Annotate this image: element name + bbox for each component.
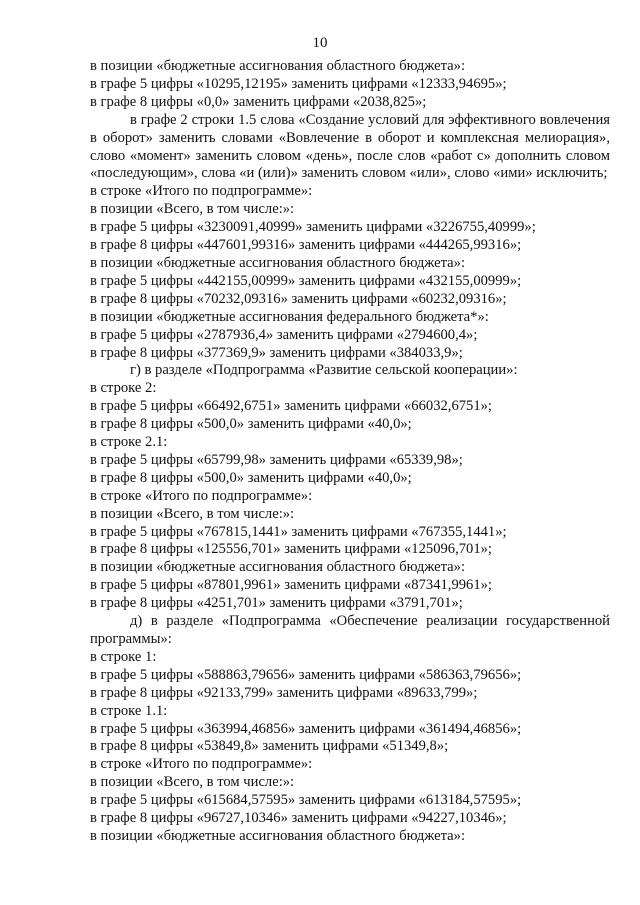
paragraph: в строке 1:: [90, 648, 157, 665]
paragraph: в строке 1.1:: [90, 702, 168, 719]
page-number: 10: [312, 35, 328, 51]
paragraph: в графе 5 цифры «65799,98» заменить цифрами «65339,98»;: [90, 451, 463, 468]
paragraph: в графе 8 цифры «4251,701» заменить цифрами «3791,701»;: [90, 595, 463, 612]
paragraph: в графе 8 цифры «53849,8» заменить цифрами «51349,8»;: [90, 738, 449, 755]
paragraph: в позиции «бюджетные ассигнования областного бюджета»:: [90, 58, 465, 74]
paragraph: в графе 8 цифры «70232,09316» заменить цифрами «60232,09316»;: [90, 290, 507, 307]
paragraph: в позиции «бюджетные ассигнования областного бюджета»:: [90, 254, 465, 271]
paragraph: в графе 8 цифры «500,0» заменить цифрами «40,0»;: [90, 416, 412, 433]
paragraph: в строке «Итого по подпрограмме»:: [90, 487, 313, 504]
paragraph: в строке «Итого по подпрограмме»:: [90, 756, 313, 773]
paragraph: в графе 5 цифры «87801,9961» заменить цифрами «87341,9961»;: [90, 577, 492, 594]
paragraph: в графе 5 цифры «2787936,4» заменить цифрами «2794600,4»;: [90, 326, 478, 343]
paragraph: в графе 5 цифры «66492,6751» заменить цифрами «66032,6751»;: [90, 398, 492, 415]
paragraph: в графе 5 цифры «767815,1441» заменить цифрами «767355,1441»;: [90, 523, 507, 540]
paragraph: в графе 8 цифры «96727,10346» заменить цифрами «94227,10346»;: [90, 810, 507, 827]
paragraph: в графе 5 цифры «10295,12195» заменить цифрами «12333,94695»;: [90, 75, 507, 92]
paragraph: д) в разделе «Подпрограмма «Обеспечение реализации государственной программы»:: [90, 613, 610, 647]
paragraph: в графе 5 цифры «442155,00999» заменить цифрами «432155,00999»;: [90, 272, 522, 289]
paragraph: в графе 8 цифры «92133,799» заменить цифрами «89633,799»;: [90, 684, 478, 701]
paragraph: в строке 2.1:: [90, 434, 168, 451]
paragraph: в графе 5 цифры «363994,46856» заменить цифрами «361494,46856»;: [90, 720, 522, 737]
paragraph: в позиции «бюджетные ассигнования областного бюджета»:: [90, 559, 465, 576]
paragraph: в графе 2 строки 1.5 слова «Создание условий для эффективного вовлечения в оборот» заменить словами «Вовлечение в оборот и комплексная мелиорация», слово «момент» заменить словом «день», после слов «работ с» дополнить словом «последующим», слова «и (или)» заменить словом «или», слово «ими» исключить;: [90, 111, 610, 182]
paragraph: в позиции «бюджетные ассигнования федерального бюджета*»:: [90, 308, 489, 325]
paragraph: в графе 5 цифры «615684,57595» заменить цифрами «613184,57595»;: [90, 792, 522, 809]
paragraph: в позиции «Всего, в том числе:»:: [90, 201, 295, 218]
paragraph: в графе 8 цифры «125556,701» заменить цифрами «125096,701»;: [90, 541, 492, 558]
paragraph: в графе 8 цифры «0,0» заменить цифрами «2038,825»;: [90, 93, 427, 110]
paragraph: в строке 2:: [90, 380, 157, 397]
paragraph: в графе 5 цифры «588863,79656» заменить цифрами «586363,79656»;: [90, 666, 522, 683]
paragraph: в графе 8 цифры «447601,99316» заменить цифрами «444265,99316»;: [90, 237, 522, 254]
document-body: [90, 58, 610, 846]
paragraph: в позиции «Всего, в том числе:»:: [90, 505, 295, 522]
paragraph: в графе 8 цифры «377369,9» заменить цифрами «384033,9»;: [90, 344, 463, 361]
paragraph: в позиции «бюджетные ассигнования областного бюджета»:: [90, 827, 465, 844]
paragraph: в позиции «Всего, в том числе:»:: [90, 774, 295, 791]
paragraph: г) в разделе «Подпрограмма «Развитие сельской кооперации»:: [130, 362, 518, 379]
paragraph: в графе 5 цифры «3230091,40999» заменить цифрами «3226755,40999»;: [90, 219, 536, 236]
paragraph: в графе 8 цифры «500,0» заменить цифрами «40,0»;: [90, 469, 412, 486]
paragraph: в строке «Итого по подпрограмме»:: [90, 183, 313, 200]
